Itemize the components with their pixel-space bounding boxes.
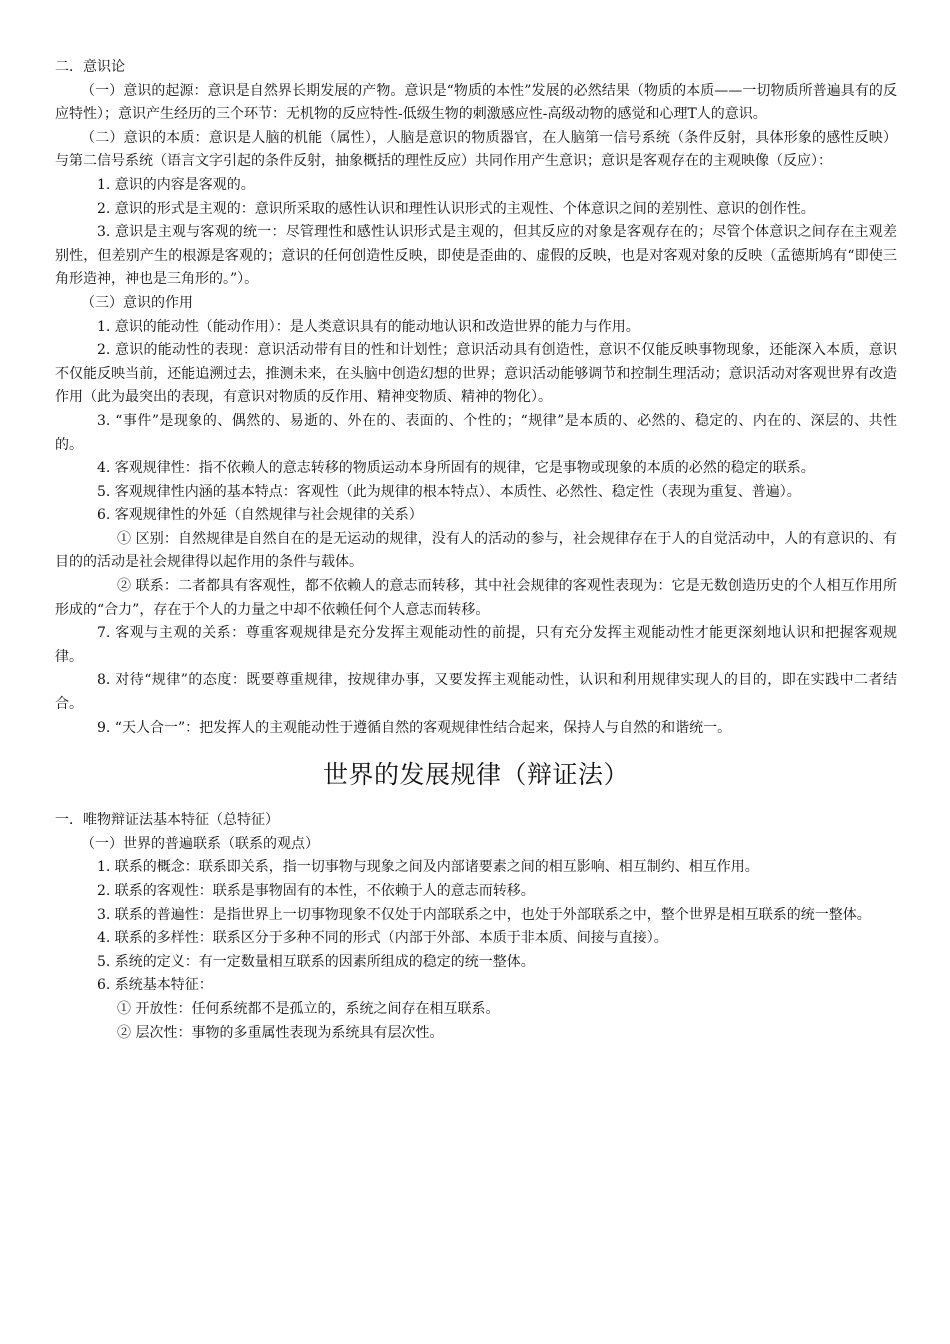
- list-item: 2. 意识的形式是主观的：意识所采取的感性认识和理性认识形式的主观性、个体意识之间的差别性、意识的创作性。: [97, 200, 815, 217]
- list-item: 9. “天人合一”：把发挥人的主观能动性于遵循自然的客观规律性结合起来，保持人与自然的和谐统一。: [97, 719, 732, 736]
- paragraph-essence-of-consciousness: （二）意识的本质：意识是人脑的机能（属性），人脑是意识的物质器官，在人脑第一信号系统（条件反射，具体形象的感性反映）与第二信号系统（语言文字引起的条件反射，抽象概括的理性反应）共同作用产生意识；意识是客观存在的主观映像（反应）：: [55, 129, 897, 170]
- list-item: 1. 联系的概念：联系即关系，指一切事物与现象之间及内部诸要素之间的相互影响、相互制约、相互作用。: [97, 859, 759, 876]
- list-item: 3. “事件”是现象的、偶然的、易逝的、外在的、表面的、个性的；“规律”是本质的、必然的、稳定的、内在的、深层的、共性的。: [55, 412, 897, 453]
- sub-list-item: ① 区别：自然规律是自然自在的是无运动的规律，没有人的活动的参与，社会规律存在于人的自觉活动中，人的有意识的、有目的的活动是社会规律得以起作用的条件与载体。: [55, 530, 897, 571]
- list-item: 7. 客观与主观的关系：尊重客观规律是充分发挥主观能动性的前提，只有充分发挥主观能动性才能更深刻地认识和把握客观规律。: [55, 625, 897, 665]
- sub-list-item: ① 开放性：任何系统都不是孤立的，系统之间存在相互联系。: [117, 1000, 500, 1017]
- section-heading-consciousness: 二．意识论: [55, 59, 125, 75]
- section-heading-dialectics: 一．唯物辩证法基本特征（总特征）: [55, 812, 279, 829]
- subsection-heading-role: （三）意识的作用: [81, 294, 193, 311]
- list-item: 1. 意识的能动性（能动作用）：是人类意识具有的能动地认识和改造世界的能力与作用。: [97, 318, 640, 335]
- list-item: 6. 系统基本特征：: [97, 977, 213, 994]
- sub-list-item: ② 联系：二者都具有客观性，都不依赖人的意志而转移，其中社会规律的客观性表现为：它是无数创造历史的个人相互作用所形成的“合力”，存在于个人的力量之中却不依赖任何个人意志而转移。: [55, 578, 897, 618]
- subsection-heading-connection: （一）世界的普遍联系（联系的观点）: [81, 835, 319, 852]
- paragraph-origin-of-consciousness: （一）意识的起源：意识是自然界长期发展的产物。意识是“物质的本性”发展的必然结果（物质的本质——一切物质所普遍具有的反应特性）；意识产生经历的三个环节：无机物的反应特性-低级生物的刺激感应性-高级动物的感觉和心理T人的意识。: [55, 82, 897, 123]
- list-item: 3. 意识是主观与客观的统一：尽管理性和感性认识形式是主观的，但其反应的对象是客观存在的；尽管个体意识之间存在主观差别性，但差别产生的根源是客观的；意识的任何创造性反映，即使是歪曲的、虚假的反映，也是对客观对象的反映（孟德斯鸠有“即使三角形造神，神也是三角形的。”）。: [55, 224, 897, 288]
- list-item: 1. 意识的内容是客观的。: [97, 176, 255, 193]
- sub-list-item: ② 层次性：事物的多重属性表现为系统具有层次性。: [117, 1024, 444, 1041]
- list-item: 2. 联系的客观性：联系是事物固有的本性，不依赖于人的意志而转移。: [97, 883, 535, 899]
- list-item: 5. 客观规律性内涵的基本特点：客观性（此为规律的根本特点）、本质性、必然性、稳定性（表现为重复、普遍）。: [97, 483, 801, 500]
- list-item: 4. 客观规律性：指不依赖人的意志转移的物质运动本身所固有的规律，它是事物或现象的本质的必然的稳定的联系。: [97, 460, 815, 477]
- list-item: 8. 对待“规律”的态度：既要尊重规律，按规律办事，又要发挥主观能动性，认识和利用规律实现人的目的，即在实践中二者结合。: [55, 672, 897, 713]
- chapter-title: 世界的发展规律（辩证法）: [322, 760, 629, 790]
- document-page: [55, 56, 897, 1045]
- list-item: 4. 联系的多样性：联系区分于多种不同的形式（内部于外部、本质于非本质、间接与直接）。: [97, 930, 668, 947]
- list-item: 6. 客观规律性的外延（自然规律与社会规律的关系）: [97, 507, 423, 524]
- list-item: 5. 系统的定义：有一定数量相互联系的因素所组成的稳定的统一整体。: [97, 953, 535, 970]
- list-item: 2. 意识的能动性的表现：意识活动带有目的性和计划性；意识活动具有创造性，意识不仅能反映事物现象，还能深入本质，意识不仅能反映当前，还能追溯过去，推测未来，在头脑中创造幻想的世界；意识活动能够调节和控制生理活动；意识活动对客观世界有改造作用（此为最突出的表现，有意识对物质的反作用、精神变物质、精神的物化）。: [55, 342, 897, 406]
- list-item: 3. 联系的普遍性：是指世界上一切事物现象不仅处于内部联系之中，也处于外部联系之中，整个世界是相互联系的统一整体。: [97, 906, 871, 923]
